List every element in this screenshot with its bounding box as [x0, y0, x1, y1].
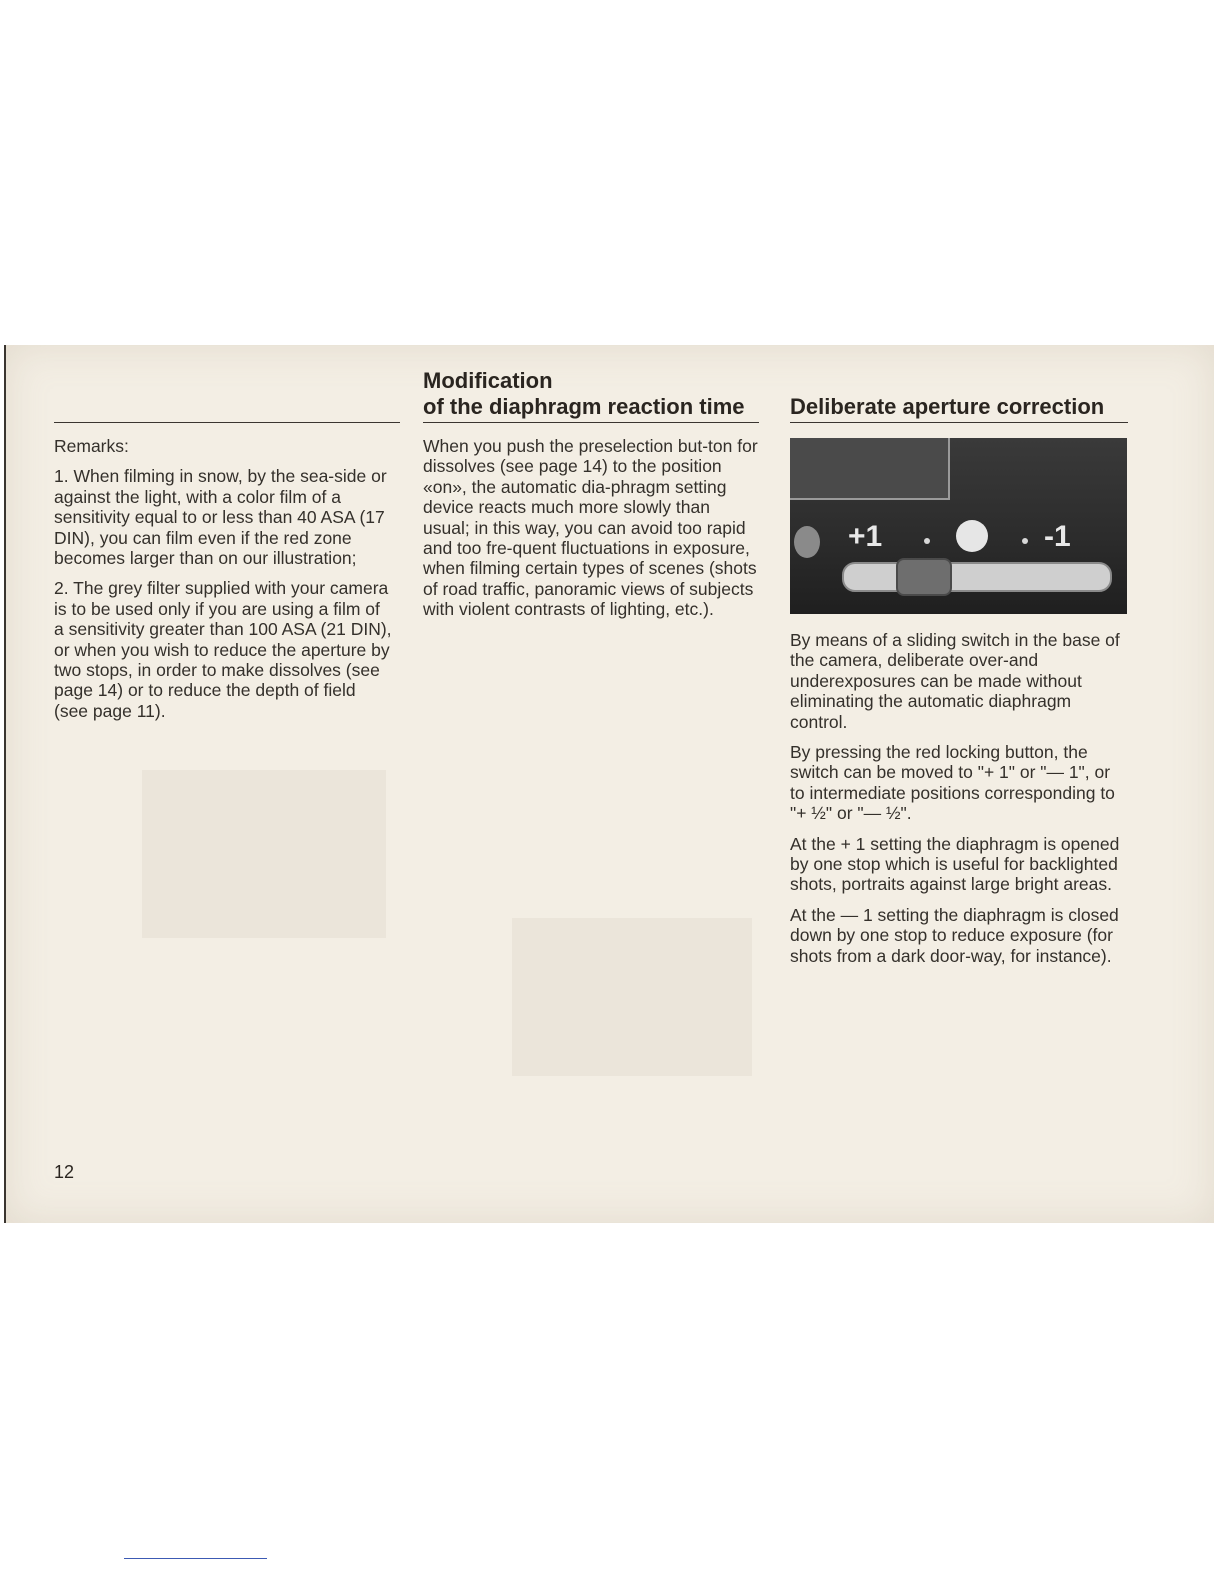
right-rule: [790, 422, 1128, 423]
middle-rule: [423, 422, 759, 423]
right-column: [790, 630, 1128, 976]
right-paragraph-2: By pressing the red locking button, the switch can be moved to "+ 1" or "— 1", or to intermediate positions corresponding to "+ ½" or "— ½".: [790, 742, 1115, 824]
middle-column: [423, 436, 759, 630]
remark-2: 2. The grey filter supplied with your camera is to be used only if you are using a film of a sensitivity greater than 100 ASA (21 DIN), or when you wish to reduce the aperture by two stops, in order to make dissolves (see page 14) or to reduce the depth of field (see page 11).: [54, 578, 392, 721]
scale-dot: [924, 538, 930, 544]
left-rule: [54, 422, 400, 423]
show-through-shadow: [512, 918, 752, 1076]
plus-one-label: +1: [848, 520, 883, 553]
middle-heading-line2: of the diaphragm reaction time: [423, 394, 745, 419]
switch-knob: [896, 558, 952, 596]
middle-heading: [423, 368, 783, 420]
camera-plate: [790, 438, 950, 500]
page-number: 12: [54, 1162, 75, 1182]
middle-heading-line1: Modification: [423, 368, 553, 393]
right-paragraph-4: At the — 1 setting the diaphragm is closed down by one stop to reduce exposure (for shots from a dark door-way, for instance).: [790, 904, 1119, 966]
center-mark: [956, 520, 988, 552]
bottom-underline: [124, 1558, 267, 1559]
remark-1: 1. When filming in snow, by the sea-side or against the light, with a color film of a sensitivity equal to or less than 40 ASA (17 DIN), you can film even if the red zone becomes larger than on our illustration;: [54, 466, 387, 569]
screw-head: [794, 526, 820, 558]
left-column: [54, 436, 394, 731]
middle-paragraph: When you push the preselection but-ton for dissolves (see page 14) to the position «on», the automatic dia-phragm setting device reacts much more slowly than usual; in this way, you can avoid too rapid and too fre-quent fluctuations in exposure, when filming certain types of scenes (shots of road traffic, panoramic views of subjects with violent contrasts of lighting, etc.).: [423, 436, 758, 620]
right-paragraph-3: At the + 1 setting the diaphragm is opened by one stop which is useful for backlighted shots, portraits against large bright areas.: [790, 833, 1120, 895]
right-heading: Deliberate aperture correction: [790, 394, 1105, 419]
switch-slot: [842, 562, 1112, 592]
sliding-switch-photo: [790, 438, 1127, 614]
right-paragraph-1: By means of a sliding switch in the base of the camera, deliberate over-and underexposures can be made without eliminating the automatic diaphragm control.: [790, 630, 1120, 732]
show-through-shadow: [142, 770, 386, 938]
remarks-label: Remarks:: [54, 436, 129, 456]
scale-dot: [1022, 538, 1028, 544]
minus-one-label: -1: [1044, 520, 1071, 553]
